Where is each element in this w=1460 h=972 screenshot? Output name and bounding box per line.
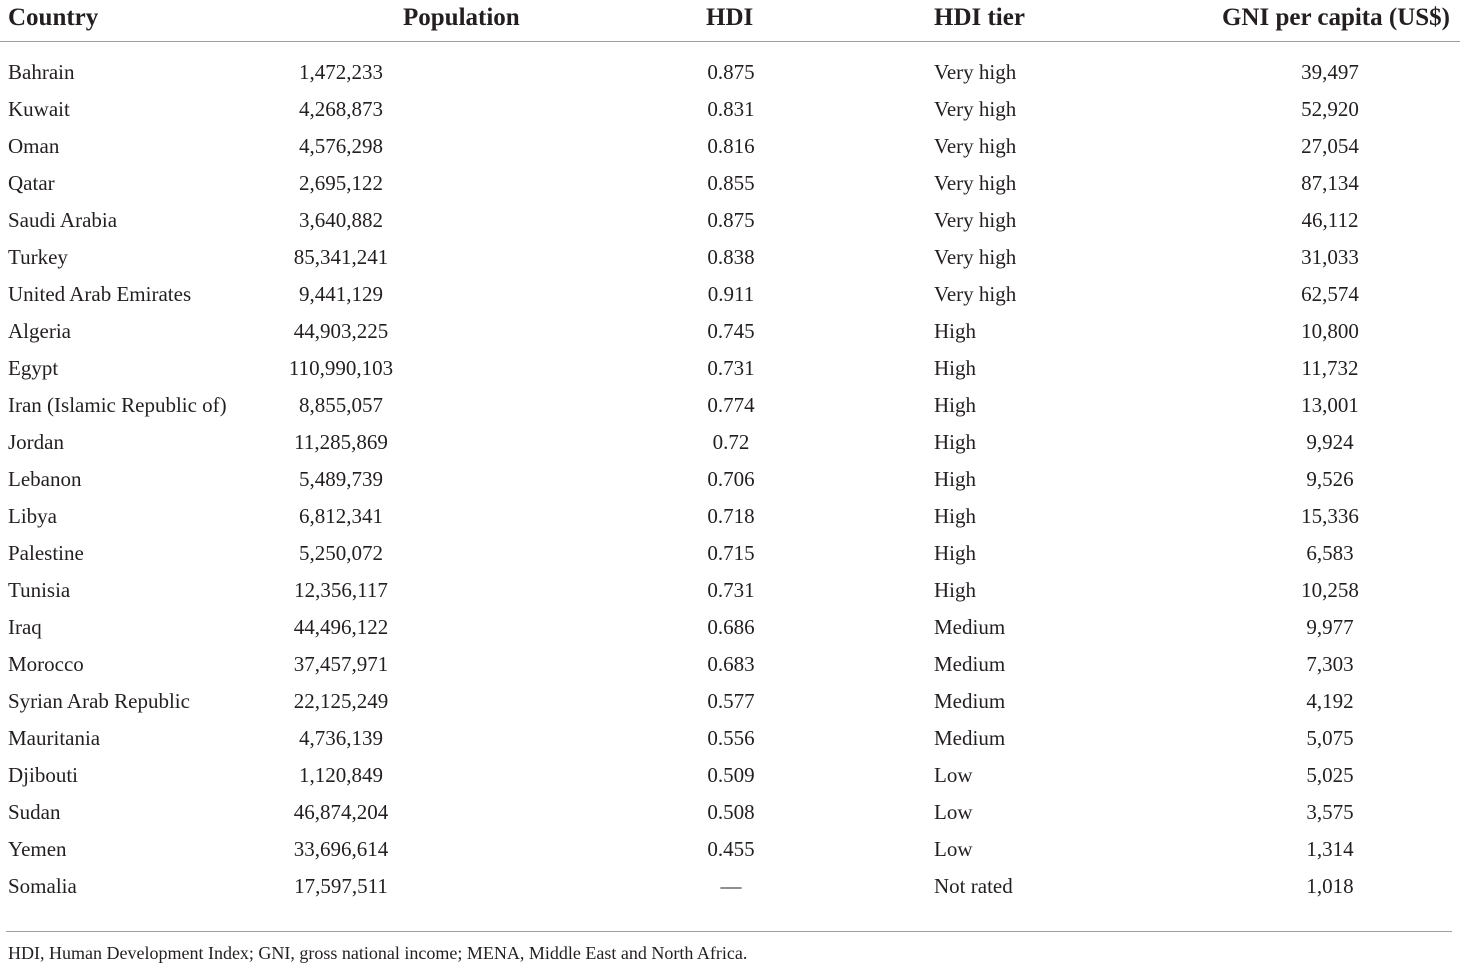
cell-population: 4,736,139: [299, 726, 383, 750]
cell-gni-per-capita: 9,526: [1306, 467, 1354, 491]
table-row: [0, 646, 1460, 683]
cell-hdi: 0.875: [707, 60, 755, 84]
cell-country: Jordan: [8, 430, 64, 454]
cell-hdi: 0.508: [707, 800, 755, 824]
table-row: [0, 498, 1460, 535]
footnote-divider: [6, 931, 1452, 932]
cell-gni-per-capita: 15,336: [1301, 504, 1359, 528]
cell-country: Somalia: [8, 874, 77, 898]
cell-population: 5,250,072: [299, 541, 383, 565]
cell-population: 37,457,971: [293, 652, 389, 676]
cell-country: Lebanon: [8, 467, 82, 491]
cell-hdi: 0.911: [707, 282, 755, 306]
header-gni-per-capita: GNI per capita (US$): [1110, 0, 1460, 42]
table-row: [0, 54, 1460, 91]
cell-population: 44,903,225: [293, 319, 389, 343]
cell-hdi-tier: High: [934, 319, 976, 343]
cell-hdi-tier: Very high: [934, 171, 1017, 195]
cell-hdi-tier: Not rated: [934, 874, 1013, 898]
cell-gni-per-capita: 4,192: [1306, 689, 1354, 713]
header-hdi: HDI: [590, 0, 870, 42]
header-spacer: [0, 42, 1460, 55]
cell-hdi: 0.72: [712, 430, 750, 454]
table-row: [0, 572, 1460, 609]
cell-hdi: 0.683: [707, 652, 755, 676]
table-row: [0, 239, 1460, 276]
cell-hdi: 0.774: [707, 393, 755, 417]
cell-population: 33,696,614: [293, 837, 389, 861]
cell-gni-per-capita: 6,583: [1306, 541, 1354, 565]
cell-hdi: 0.731: [707, 578, 755, 602]
cell-country: Algeria: [8, 319, 71, 343]
table-row: [0, 461, 1460, 498]
table-row: [0, 91, 1460, 128]
cell-country: United Arab Emirates: [8, 282, 192, 306]
cell-population: 1,120,849: [299, 763, 383, 787]
table-row: [0, 868, 1460, 905]
cell-gni-per-capita: 1,314: [1306, 837, 1354, 861]
cell-hdi-tier: Medium: [934, 652, 1006, 676]
table-row: [0, 128, 1460, 165]
header-country: Country: [0, 0, 340, 42]
cell-population: 11,285,869: [294, 430, 388, 454]
table-row: [0, 387, 1460, 424]
cell-hdi-tier: Low: [934, 837, 973, 861]
cell-hdi-tier: Medium: [934, 726, 1006, 750]
cell-hdi: 0.715: [707, 541, 755, 565]
cell-hdi: 0.831: [707, 97, 755, 121]
cell-gni-per-capita: 27,054: [1301, 134, 1359, 158]
table-row: [0, 831, 1460, 868]
cell-population: 22,125,249: [293, 689, 389, 713]
cell-country: Mauritania: [8, 726, 101, 750]
cell-hdi-tier: Very high: [934, 282, 1017, 306]
cell-country: Djibouti: [8, 763, 79, 787]
cell-hdi-tier: High: [934, 393, 976, 417]
cell-country: Iraq: [8, 615, 42, 639]
cell-gni-per-capita: 9,924: [1306, 430, 1354, 454]
cell-hdi: 0.855: [707, 171, 755, 195]
cell-country: Sudan: [8, 800, 61, 824]
table-row: [0, 350, 1460, 387]
cell-country: Palestine: [8, 541, 84, 565]
cell-hdi-tier: Medium: [934, 615, 1006, 639]
cell-population: 6,812,341: [299, 504, 383, 528]
cell-hdi-tier: High: [934, 356, 976, 380]
table-row: [0, 720, 1460, 757]
table-row: [0, 202, 1460, 239]
cell-gni-per-capita: 46,112: [1301, 208, 1359, 232]
cell-hdi: 0.455: [707, 837, 755, 861]
table-row: [0, 276, 1460, 313]
cell-gni-per-capita: 10,258: [1301, 578, 1359, 602]
cell-population: 46,874,204: [293, 800, 389, 824]
cell-hdi: 0.731: [707, 356, 755, 380]
table-row: [0, 757, 1460, 794]
table-row: [0, 424, 1460, 461]
cell-hdi-tier: Medium: [934, 689, 1006, 713]
cell-country: Turkey: [8, 245, 68, 269]
cell-hdi-tier: Low: [934, 800, 973, 824]
table-footnote: HDI, Human Development Index; GNI, gross national income; MENA, Middle East and North Africa.: [8, 943, 748, 963]
cell-hdi: 0.686: [707, 615, 755, 639]
cell-hdi-tier: Very high: [934, 60, 1017, 84]
cell-hdi-tier: Very high: [934, 97, 1017, 121]
cell-gni-per-capita: 3,575: [1306, 800, 1354, 824]
cell-gni-per-capita: 10,800: [1301, 319, 1359, 343]
cell-hdi-tier: High: [934, 467, 976, 491]
cell-hdi-tier: High: [934, 430, 976, 454]
cell-country: Iran (Islamic Republic of): [8, 393, 227, 417]
cell-country: Kuwait: [8, 97, 70, 121]
cell-population: 17,597,511: [294, 874, 388, 898]
cell-hdi: —: [720, 874, 742, 898]
cell-country: Morocco: [8, 652, 84, 676]
cell-gni-per-capita: 9,977: [1306, 615, 1354, 639]
cell-gni-per-capita: 5,075: [1306, 726, 1354, 750]
cell-population: 5,489,739: [299, 467, 383, 491]
table-body: [0, 54, 1460, 905]
cell-country: Saudi Arabia: [8, 208, 118, 232]
cell-gni-per-capita: 31,033: [1301, 245, 1359, 269]
header-population: Population: [340, 0, 590, 42]
cell-country: Libya: [8, 504, 57, 528]
cell-population: 85,341,241: [293, 245, 389, 269]
cell-hdi: 0.509: [707, 763, 755, 787]
cell-hdi: 0.838: [707, 245, 755, 269]
table-row: [0, 794, 1460, 831]
cell-gni-per-capita: 1,018: [1306, 874, 1354, 898]
cell-population: 1,472,233: [299, 60, 383, 84]
cell-hdi: 0.718: [707, 504, 755, 528]
cell-population: 3,640,882: [299, 208, 383, 232]
cell-population: 4,576,298: [299, 134, 383, 158]
cell-gni-per-capita: 39,497: [1301, 60, 1359, 84]
header-hdi-tier: HDI tier: [870, 0, 1110, 42]
table-row: [0, 683, 1460, 720]
cell-hdi: 0.875: [707, 208, 755, 232]
cell-gni-per-capita: 7,303: [1306, 652, 1354, 676]
cell-population: 2,695,122: [299, 171, 383, 195]
cell-gni-per-capita: 11,732: [1301, 356, 1359, 380]
cell-hdi: 0.556: [707, 726, 755, 750]
table-row: [0, 535, 1460, 572]
cell-hdi-tier: Very high: [934, 245, 1017, 269]
cell-gni-per-capita: 62,574: [1301, 282, 1359, 306]
cell-country: Syrian Arab Republic: [8, 689, 190, 713]
cell-country: Tunisia: [8, 578, 71, 602]
cell-hdi: 0.816: [707, 134, 755, 158]
header-row: [0, 0, 1460, 42]
cell-country: Qatar: [8, 171, 55, 195]
cell-hdi-tier: High: [934, 578, 976, 602]
cell-hdi-tier: High: [934, 541, 976, 565]
cell-hdi-tier: Very high: [934, 208, 1017, 232]
cell-hdi-tier: Very high: [934, 134, 1017, 158]
cell-population: 8,855,057: [299, 393, 383, 417]
cell-country: Oman: [8, 134, 60, 158]
cell-gni-per-capita: 52,920: [1301, 97, 1359, 121]
cell-gni-per-capita: 13,001: [1301, 393, 1359, 417]
cell-hdi-tier: High: [934, 504, 976, 528]
cell-population: 4,268,873: [299, 97, 383, 121]
table-row: [0, 313, 1460, 350]
table-header: [0, 0, 1460, 54]
cell-country: Egypt: [8, 356, 59, 380]
table-row: [0, 165, 1460, 202]
cell-gni-per-capita: 87,134: [1301, 171, 1359, 195]
cell-population: 44,496,122: [293, 615, 389, 639]
cell-hdi: 0.577: [707, 689, 755, 713]
cell-hdi-tier: Low: [934, 763, 973, 787]
table-row: [0, 609, 1460, 646]
cell-population: 12,356,117: [294, 578, 388, 602]
cell-country: Yemen: [8, 837, 67, 861]
cell-country: Bahrain: [8, 60, 75, 84]
cell-population: 110,990,103: [288, 356, 394, 380]
cell-hdi: 0.706: [707, 467, 755, 491]
cell-gni-per-capita: 5,025: [1306, 763, 1354, 787]
cell-population: 9,441,129: [299, 282, 383, 306]
cell-hdi: 0.745: [707, 319, 755, 343]
